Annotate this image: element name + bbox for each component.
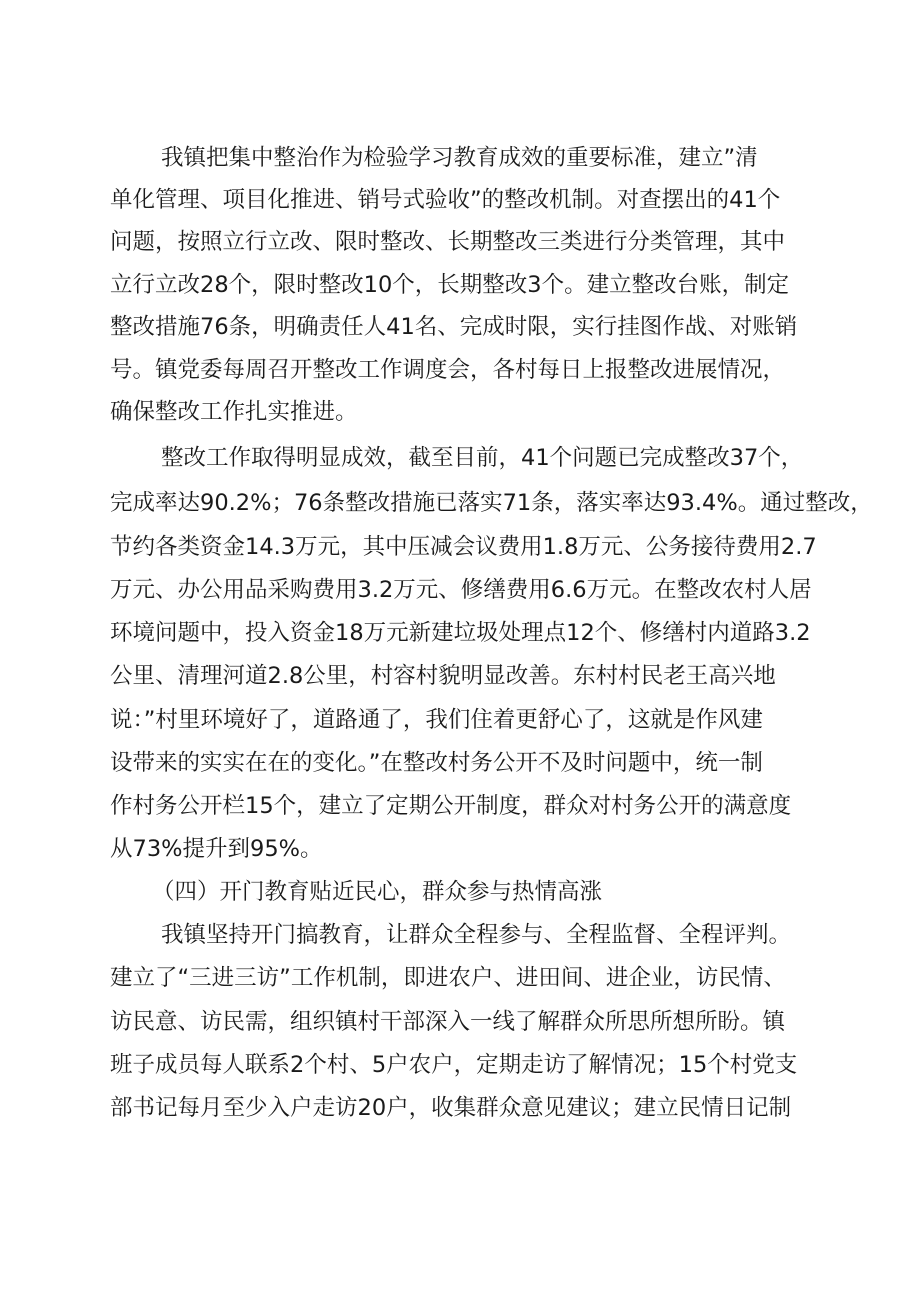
paragraph-2-line: 设带来的实实在在的变化。”在整改村务公开不及时问题中，统一制 [110, 750, 763, 776]
paragraph-1-line: 问题，按照立行立改、限时整改、长期整改三类进行分类管理，其中 [110, 229, 786, 255]
paragraph-3-line: 我镇坚持开门搞教育，让群众全程参与、全程监督、全程评判。 [161, 922, 792, 948]
paragraph-3-line: 班子成员每人联系2个村、5户农户，定期走访了解情况；15个村党支 [110, 1052, 798, 1078]
paragraph-1-line: 确保整改工作扎实推进。 [110, 399, 358, 425]
paragraph-2-line: 作村务公开栏15个，建立了定期公开制度，群众对村务公开的满意度 [110, 793, 792, 819]
paragraph-2-line: 万元、办公用品采购费用3.2万元、修缮费用6.6万元。在整改农村人居 [110, 577, 812, 603]
paragraph-3-line: 部书记每月至少入户走访20户，收集群众意见建议；建立民情日记制 [110, 1095, 792, 1121]
paragraph-1-line: 号。镇党委每周召开整改工作调度会，各村每日上报整改进展情况， [110, 357, 786, 383]
paragraph-1-line: 单化管理、项目化推进、销号式验收”的整改机制。对查摆出的41个 [110, 187, 781, 213]
paragraph-2-line: 说：”村里环境好了，道路通了，我们住着更舒心了，这就是作风建 [110, 707, 763, 733]
paragraph-2-line: 完成率达90.2%；76条整改措施已落实71条，落实率达93.4%。通过整改， [110, 490, 873, 516]
paragraph-3-line: 访民意、访民需，组织镇村干部深入一线了解群众所思所想所盼。镇 [110, 1009, 786, 1035]
paragraph-2-line: 从73%提升到95%。 [110, 836, 323, 862]
paragraph-2-line: 整改工作取得明显成效，截至目前，41个问题已完成整改37个， [161, 445, 804, 471]
paragraph-1-line: 我镇把集中整治作为检验学习教育成效的重要标准，建立”清 [161, 145, 758, 171]
paragraph-3-line: 建立了“三进三访”工作机制，即进农户、进田间、进企业，访民情、 [110, 965, 786, 991]
section-heading: （四）开门教育贴近民心，群众参与热情高涨 [152, 879, 603, 905]
paragraph-2-line: 环境问题中，投入资金18万元新建垃圾处理点12个、修缮村内道路3.2 [110, 620, 811, 646]
paragraph-1-line: 整改措施76条，明确责任人41名、完成时限，实行挂图作战、对账销 [110, 314, 798, 340]
paragraph-2-line: 节约各类资金14.3万元，其中压减会议费用1.8万元、公务接待费用2.7 [110, 534, 817, 560]
paragraph-2-line: 公里、清理河道2.8公里，村容村貌明显改善。东村村民老王高兴地 [110, 663, 776, 689]
paragraph-1-line: 立行立改28个，限时整改10个，长期整改3个。建立整改台账，制定 [110, 272, 790, 298]
